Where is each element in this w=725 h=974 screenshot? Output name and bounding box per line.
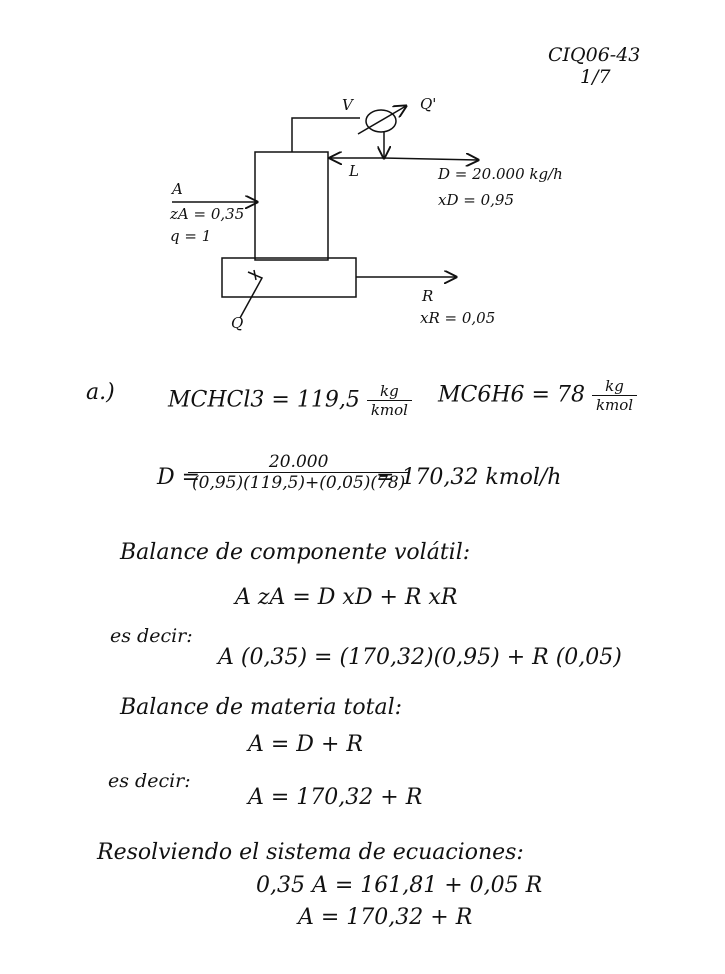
vapor-label: V <box>342 96 353 114</box>
system-equation-1: 0,35 A = 161,81 + 0,05 R <box>256 873 543 898</box>
distillate-flow: D = 20.000 kg/h <box>438 165 563 183</box>
system-equation-2: A = 170,32 + R <box>298 905 473 930</box>
molar-mass-chcl3-unit <box>367 382 412 419</box>
distillate-result: = 170,32 kmol/h <box>376 465 562 490</box>
unit-denominator: kmol <box>370 401 408 419</box>
solve-system-title: Resolviendo el sistema de ecuaciones: <box>97 840 524 865</box>
page-number: 1/7 <box>580 66 611 88</box>
total-balance-title: Balance de materia total: <box>120 695 403 720</box>
distillation-column <box>255 152 328 260</box>
feed-label: A <box>172 180 183 198</box>
reboiler-heat-label: Q <box>231 314 244 332</box>
fraction-numerator: 20.000 <box>188 452 409 473</box>
reflux-label: L <box>349 162 359 180</box>
distillate-symbol: D = <box>157 465 201 490</box>
unit-denominator: kmol <box>595 396 634 414</box>
document-code: CIQ06-43 <box>548 44 641 66</box>
molar-mass-c6h6-value: MC6H6 = 78 <box>438 382 585 408</box>
part-label: a.) <box>86 380 115 405</box>
molar-mass-chcl3 <box>168 382 412 419</box>
molar-mass-c6h6-unit <box>592 377 637 414</box>
unit-numerator: kg <box>592 377 637 396</box>
volatile-balance-substituted: A (0,35) = (170,32)(0,95) + R (0,05) <box>218 645 622 670</box>
volatile-balance-equation: A zA = D xD + R xR <box>235 585 458 610</box>
reboiler <box>222 258 356 297</box>
unit-numerator: kg <box>367 382 412 401</box>
es-decir-2: es decir: <box>108 770 191 792</box>
reboiler-coil <box>240 272 262 318</box>
total-balance-substituted: A = 170,32 + R <box>248 785 423 810</box>
molar-mass-c6h6 <box>438 377 637 414</box>
feed-quality: q = 1 <box>170 227 212 245</box>
es-decir-1: es decir: <box>110 625 193 647</box>
distillate-line <box>383 158 478 160</box>
total-balance-equation: A = D + R <box>248 732 363 757</box>
bottoms-composition: xR = 0,05 <box>420 309 496 327</box>
volatile-balance-title: Balance de componente volátil: <box>120 540 471 565</box>
fraction-denominator: (0,95)(119,5)+(0,05)(78) <box>192 473 406 493</box>
molar-mass-chcl3-value: MCHCl3 = 119,5 <box>168 387 360 413</box>
feed-composition: zA = 0,35 <box>170 205 245 223</box>
vapor-line <box>292 118 360 152</box>
bottoms-label: R <box>422 287 434 305</box>
distillate-composition: xD = 0,95 <box>438 191 514 209</box>
condenser-heat-label: Q' <box>420 95 437 113</box>
